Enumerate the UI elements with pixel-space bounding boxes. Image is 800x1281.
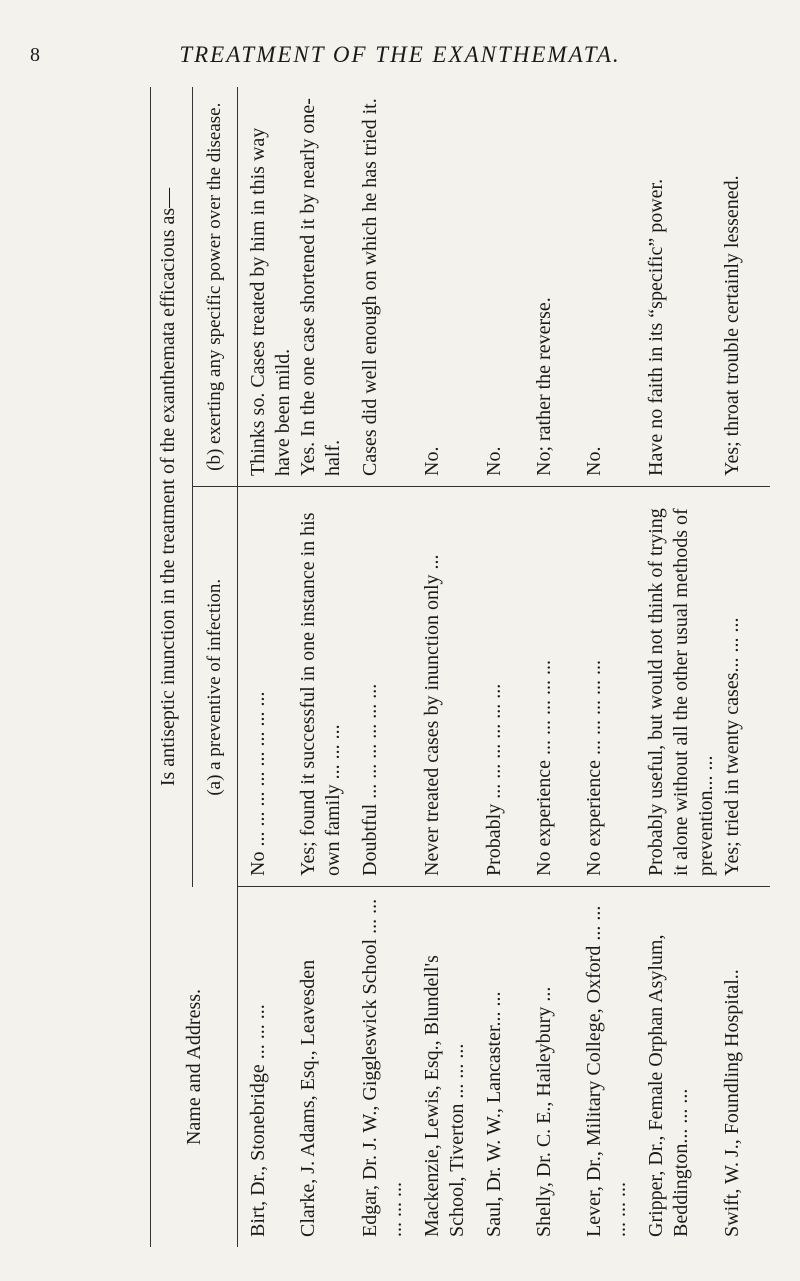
table-row-specific: No; rather the reverse.	[533, 297, 555, 476]
table-row-name: Lever, Dr., Military College, Oxford ... ... ... ... ...	[583, 905, 630, 1237]
page-number: 8	[30, 44, 40, 66]
table-row-preventive: Never treated cases by inunction only ...	[421, 554, 443, 876]
preventive-column	[238, 487, 770, 887]
names-column	[238, 887, 770, 1247]
table-row-specific: Yes; throat trouble certainly lessened.	[721, 175, 743, 476]
table-row-specific: Cases did well enough on which he has tried it.	[359, 98, 381, 476]
table-row-preventive: No experience ... ... ... ... ...	[533, 659, 555, 876]
table-row-name: Birt, Dr., Stonebridge ... ... ...	[247, 1004, 269, 1237]
table-row-name: Mackenzie, Lewis, Esq., Blundell's School, Tiverton ... ... ...	[421, 955, 468, 1237]
table-row-preventive: Yes; tried in twenty cases... ... ...	[721, 617, 743, 876]
question-header	[151, 87, 238, 887]
table-row-specific: Yes. In the one case shortened it by nearly one-half.	[297, 98, 344, 476]
table-row-name: Edgar, Dr. J. W., Giggleswick School ... ... ... ... ...	[359, 898, 406, 1237]
table-row-preventive: No ... ... ... ... ... ... ... ...	[247, 691, 269, 876]
table-row-preventive: Yes; found it successful in one instance in his own family ... ... ...	[297, 512, 344, 876]
table-row-specific: No.	[421, 446, 443, 476]
inunction-table	[150, 87, 760, 1247]
table-stage	[150, 87, 760, 1247]
table-row-specific: Have no faith in its “specific” power.	[645, 178, 667, 476]
table-row-name: Saul, Dr. W. W., Lancaster... ...	[483, 991, 505, 1237]
running-title: TREATMENT OF THE EXANTHEMATA.	[179, 42, 621, 67]
page-header	[0, 0, 800, 80]
table-row-name: Clarke, J. Adams, Esq., Leavesden	[297, 959, 319, 1237]
table-row-preventive: Probably ... ... ... ... ... ...	[483, 683, 505, 876]
rotated-table	[150, 87, 760, 1247]
name-address-header: Name and Address.	[151, 887, 238, 1247]
table-row-name: Swift, W. J., Foundling Hospital..	[721, 969, 743, 1237]
table-row-preventive: Probably useful, but would not think of trying it alone without all the other usual methods of prevention... ...	[645, 508, 717, 876]
table-row-specific: No.	[583, 446, 605, 476]
table-row-specific: No.	[483, 446, 505, 476]
preventive-header: (a) a preventive of infection.	[204, 578, 226, 796]
table-row-specific: Thinks so. Cases treated by him in this way have been mild.	[247, 127, 294, 476]
question-title: Is antiseptic inunction in the treatment of the exanthemata efficacious as—	[151, 87, 193, 887]
specific-power-header: (b) exerting any specific power over the disease.	[193, 87, 237, 488]
table-row-name: Gripper, Dr., Female Orphan Asylum, Beddington... ... ...	[645, 934, 692, 1237]
table-row-preventive: No experience ... ... ... ... ...	[583, 659, 605, 876]
specific-power-column	[238, 87, 770, 487]
table-row-name: Shelly, Dr. C. E., Haileybury ...	[533, 986, 555, 1237]
table-row-preventive: Doubtful ... ... ... ... ... ...	[359, 683, 381, 876]
